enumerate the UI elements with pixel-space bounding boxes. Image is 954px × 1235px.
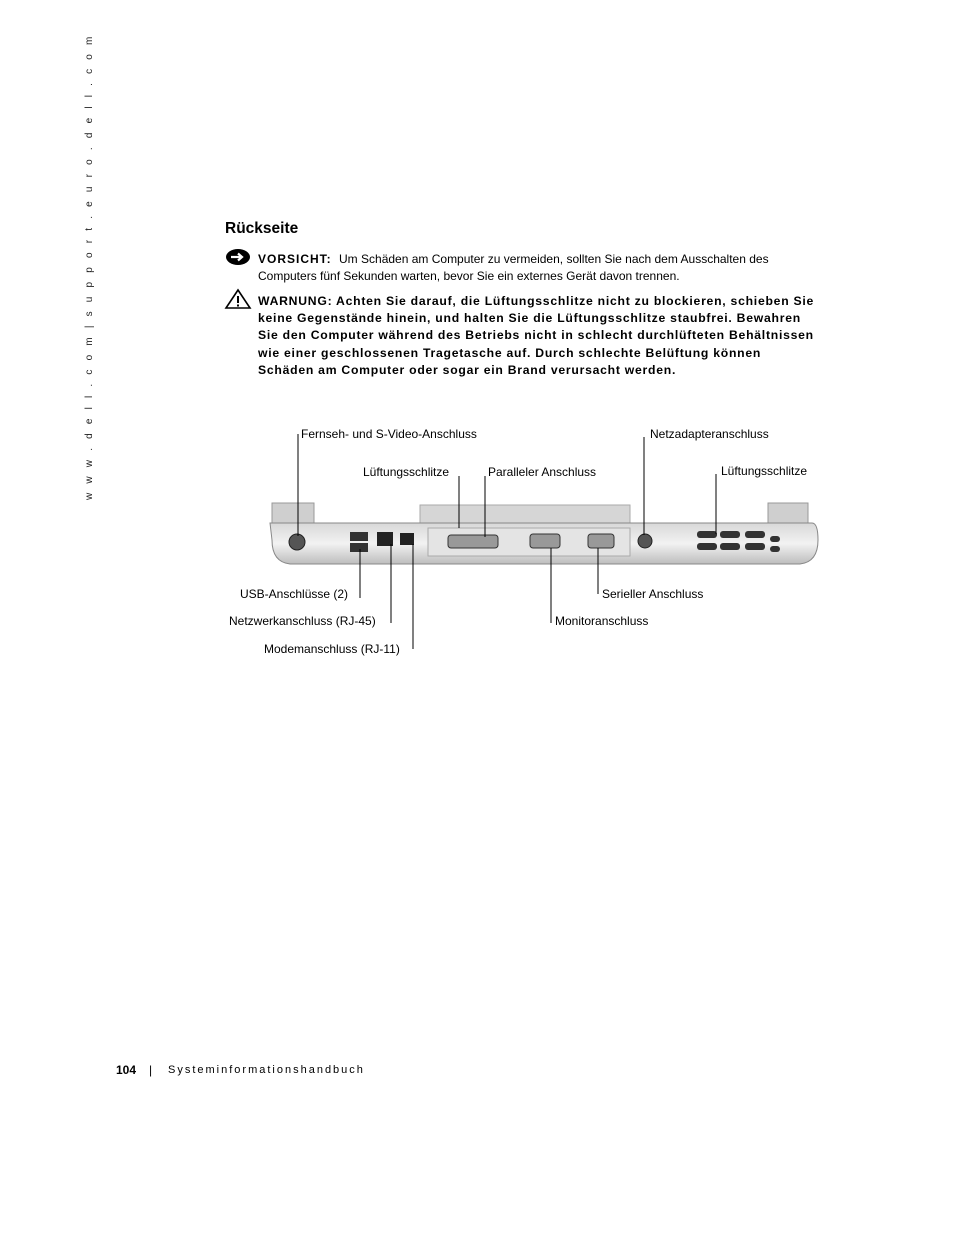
page-number: 104: [116, 1063, 137, 1077]
callout-modem: Modemanschluss (RJ-11): [264, 642, 400, 656]
callout-vents-left: Lüftungsschlitze: [363, 465, 450, 479]
right-hinge: [768, 503, 808, 525]
serial-port: [588, 534, 614, 548]
section-title: Rückseite: [225, 220, 299, 237]
callout-monitor: Monitoranschluss: [555, 614, 649, 628]
warning-notice: WARNUNG: Achten Sie darauf, die Lüftungsschlitze nicht zu blockieren, schieben Sie keine Gegenstände hinein, und halten Sie die Lüftungsschlitze staubfrei. Bewahren Sie den Computer während des Betriebs nicht in schlecht durchlüfteten Behältnissen wie einer geschlossenen Tragetasche auf. Durch schlechte Belüftung können Schäden am Computer oder sogar ein Brand verursacht werden.: [258, 294, 815, 377]
parallel-port: [448, 535, 498, 548]
footer-title: Systeminformationshandbuch: [168, 1064, 365, 1076]
callout-vents-right: Lüftungsschlitze: [721, 464, 808, 478]
callout-parallel: Paralleler Anschluss: [488, 465, 597, 479]
power-port: [638, 534, 652, 548]
usb-port-2: [350, 543, 368, 552]
caution-label: VORSICHT:: [258, 252, 332, 266]
side-url: w w w . d e l l . c o m | s u p p o r t . e u r o . d e l l . c o m: [84, 33, 95, 500]
footer-separator: |: [149, 1063, 153, 1077]
callout-tv-video: Fernseh- und S-Video-Anschluss: [301, 427, 477, 441]
s-video-port: [289, 534, 305, 550]
callout-network: Netzwerkanschluss (RJ-45): [229, 614, 376, 628]
rj11-port: [400, 533, 414, 545]
rear-lid: [420, 505, 630, 525]
callout-serial: Serieller Anschluss: [602, 587, 704, 601]
usb-port-1: [350, 532, 368, 541]
monitor-port: [530, 534, 560, 548]
callout-power: Netzadapteranschluss: [650, 427, 769, 441]
rj45-port: [377, 532, 393, 546]
caution-text: Um Schäden am Computer zu vermeiden, sollten Sie nach dem Ausschalten des Computers fünf Sekunden warten, bevor Sie ein externes Gerät davon trennen.: [258, 252, 769, 283]
callout-usb: USB-Anschlüsse (2): [240, 587, 349, 601]
left-hinge: [272, 503, 314, 525]
